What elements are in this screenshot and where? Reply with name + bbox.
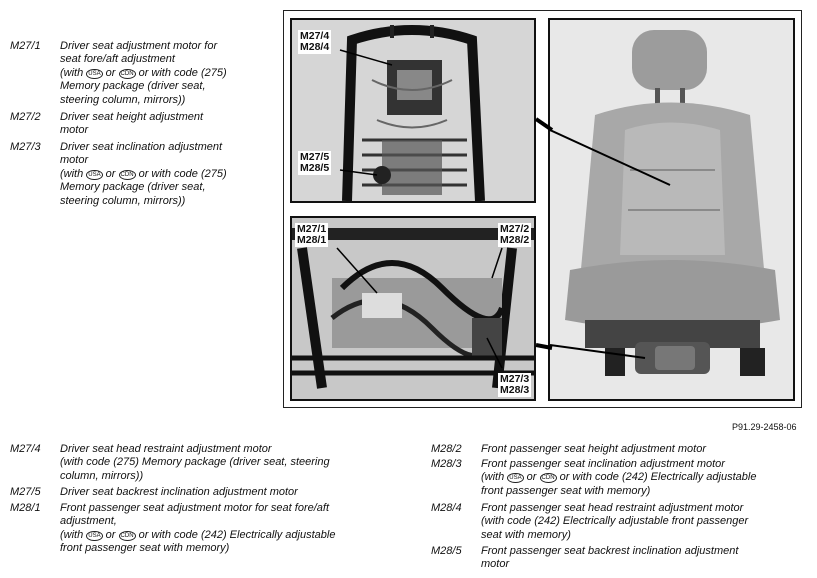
country-code-badge: CDN bbox=[120, 171, 134, 178]
legend-description bbox=[60, 502, 335, 556]
legend-text-segment: or bbox=[523, 471, 540, 484]
country-code-badge: USA bbox=[88, 171, 101, 178]
country-code-badge: USA bbox=[88, 70, 101, 77]
legend-text-segment: Front passenger seat adjustment motor for seat fore/aft adjustment, (with bbox=[60, 502, 330, 541]
country-code-badge: CDN bbox=[120, 70, 134, 77]
seat-motor-figure bbox=[283, 10, 802, 408]
label-m27-5-m28-5: M27/5 M28/5 bbox=[300, 151, 330, 174]
legend-code: M28/3 bbox=[431, 458, 462, 470]
legend-text-segment: Front passenger seat backrest inclination adjustment motor bbox=[481, 545, 739, 571]
label-m27-3-m28-3: M27/3 M28/3 bbox=[500, 373, 530, 396]
legend-description bbox=[60, 40, 227, 107]
legend-text-segment: Front passenger seat height adjustment motor bbox=[481, 443, 707, 455]
legend-entry bbox=[431, 502, 748, 542]
label-m27-4-m28-4: M27/4 M28/4 bbox=[300, 30, 330, 53]
legend-description bbox=[481, 502, 748, 542]
country-code-badge: USA bbox=[88, 532, 101, 539]
legend-entry bbox=[10, 443, 330, 483]
legend-description bbox=[481, 458, 756, 498]
legend-description bbox=[60, 443, 330, 483]
legend-text-segment: Driver seat backrest inclination adjustment motor bbox=[60, 486, 298, 498]
legend-code: M27/3 bbox=[10, 141, 41, 153]
seat-illustration bbox=[550, 20, 793, 399]
legend-text-segment: or bbox=[102, 167, 119, 180]
legend-code: M27/2 bbox=[10, 111, 41, 123]
legend-text-segment: or with code (242) Electrically adjustable front passenger seat with memory) bbox=[481, 471, 757, 497]
legend-text-segment: or with code (242) Electrically adjustable front passenger seat with memory) bbox=[60, 528, 336, 555]
legend-text-segment: Driver seat adjustment motor for seat fore/aft adjustment (with bbox=[60, 40, 218, 79]
legend-description bbox=[60, 141, 227, 208]
legend-code: M27/4 bbox=[10, 443, 41, 455]
legend-entry bbox=[10, 40, 227, 107]
label-m27-1-m28-1: M27/1 M28/1 bbox=[297, 223, 327, 246]
legend-description bbox=[60, 486, 298, 499]
legend-text-segment: Driver seat inclination adjustment motor (with bbox=[60, 141, 223, 180]
seat-base-photo bbox=[290, 216, 536, 401]
legend-entry bbox=[10, 486, 298, 499]
figure-reference-number: P91.29-2458-06 bbox=[732, 422, 797, 432]
legend-code: M28/1 bbox=[10, 502, 41, 514]
legend-text-segment: or bbox=[102, 66, 119, 79]
full-seat-photo bbox=[548, 18, 795, 401]
country-code-badge: CDN bbox=[120, 532, 134, 539]
legend-text-segment: Driver seat height adjustment motor bbox=[60, 111, 204, 137]
legend-entry bbox=[431, 458, 756, 498]
legend-code: M28/4 bbox=[431, 502, 462, 514]
legend-entry bbox=[10, 141, 227, 208]
backrest-frame-photo bbox=[290, 18, 536, 203]
legend-description bbox=[481, 443, 706, 456]
label-m27-2-m28-2: M27/2 M28/2 bbox=[500, 223, 530, 246]
legend-description bbox=[481, 545, 738, 572]
legend-text-segment: or with code (275) Memory package (driver seat, steering column, mirrors)) bbox=[60, 66, 227, 106]
legend-description bbox=[60, 111, 203, 138]
legend-code: M28/5 bbox=[431, 545, 462, 557]
legend-entry bbox=[10, 111, 203, 138]
legend-code: M28/2 bbox=[431, 443, 462, 455]
country-code-badge: CDN bbox=[541, 475, 555, 482]
legend-code: M27/1 bbox=[10, 40, 41, 52]
legend-entry bbox=[431, 545, 738, 572]
legend-text-segment: Front passenger seat head restraint adjustment motor (with code (242) Electrically adjustable front passenger seat with memory) bbox=[481, 502, 749, 541]
legend-text-segment: or with code (275) Memory package (driver seat, steering column, mirrors)) bbox=[60, 167, 227, 207]
legend-entry bbox=[431, 443, 706, 456]
legend-entry bbox=[10, 502, 335, 556]
legend-text-segment: Driver seat head restraint adjustment motor (with code (275) Memory package (driver seat, steering column, mirrors)) bbox=[60, 443, 330, 482]
legend-code: M27/5 bbox=[10, 486, 41, 498]
legend-text-segment: Front passenger seat inclination adjustment motor (with bbox=[481, 458, 725, 484]
legend-text-segment: or bbox=[102, 528, 119, 541]
country-code-badge: USA bbox=[509, 475, 522, 482]
